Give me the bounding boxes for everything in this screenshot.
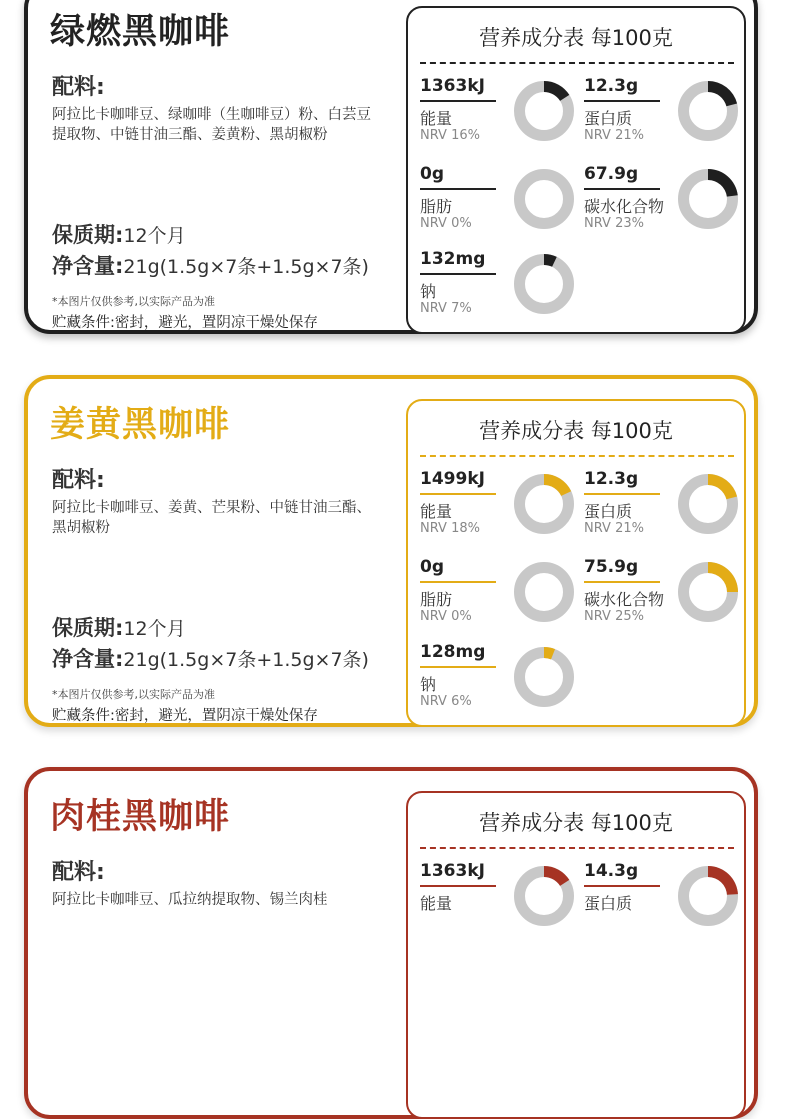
nutrient-value: 1363kJ: [420, 861, 485, 881]
nutrient-energy: [420, 861, 580, 941]
nutrient-name: 能量: [420, 502, 453, 521]
ingredients-heading: 配料:: [52, 468, 105, 493]
nutrient-underline: [420, 273, 496, 275]
shelf-life-value: 12个月: [123, 225, 186, 247]
nutrient-nrv: NRV 0%: [420, 609, 472, 624]
nutrient-value: 1499kJ: [420, 469, 485, 489]
nrv-donut-chart: [676, 79, 740, 143]
nutrient-nrv: NRV 25%: [584, 609, 644, 624]
nutrient-underline: [420, 493, 496, 495]
net-content-label: 净含量:: [52, 254, 124, 278]
nutrient-underline: [584, 581, 660, 583]
donut-track: [520, 260, 569, 309]
nutrient-value: 75.9g: [584, 557, 639, 577]
nrv-donut-chart: [676, 560, 740, 624]
storage-conditions: 贮藏条件:密封，避光，置阴凉干燥处保存: [52, 708, 318, 724]
nutrient-underline: [584, 885, 660, 887]
nrv-donut-chart: [512, 167, 576, 231]
net-content: [52, 643, 369, 673]
nutrient-name: 蛋白质: [584, 502, 633, 521]
nutrient-value: 0g: [420, 164, 444, 184]
ingredients-text: 阿拉比卡咖啡豆、姜黄、芒果粉、中链甘油三酯、黑胡椒粉: [52, 500, 371, 536]
product-title: 姜黄黑咖啡: [50, 405, 231, 445]
donut-track: [520, 653, 569, 702]
product-title: 绿燃黑咖啡: [50, 12, 231, 52]
donut-nrv-segment: [708, 474, 737, 499]
nutrition-panel-title: 营养成分表 每100克: [479, 26, 673, 50]
nutrient-name: 能量: [420, 894, 453, 913]
nutrient-carbohydrate: [584, 557, 744, 637]
nutrient-nrv: NRV 18%: [420, 521, 480, 536]
nutrition-panel-title: 营养成分表 每100克: [479, 419, 673, 443]
donut-nrv-segment: [544, 474, 571, 496]
net-content-label: 净含量:: [52, 647, 124, 671]
disclaimer-note: *本图片仅供参考,以实际产品为准: [52, 295, 215, 308]
donut-nrv-segment: [708, 169, 738, 197]
disclaimer-note: *本图片仅供参考,以实际产品为准: [52, 688, 215, 701]
ingredients-heading: 配料:: [52, 860, 105, 885]
dashed-divider: [420, 455, 734, 457]
nutrient-nrv: NRV 16%: [420, 128, 480, 143]
nrv-donut-chart: [676, 167, 740, 231]
nutrient-fat: [420, 164, 580, 244]
nrv-donut-chart: [676, 864, 740, 928]
nutrient-nrv: NRV 23%: [584, 216, 644, 231]
nutrient-value: 1363kJ: [420, 76, 485, 96]
nrv-donut-chart: [512, 252, 576, 316]
nrv-donut-chart: [512, 864, 576, 928]
dashed-divider: [420, 847, 734, 849]
product-title: 肉桂黑咖啡: [50, 797, 231, 837]
donut-nrv-segment: [708, 562, 738, 592]
nutrient-value: 128mg: [420, 642, 486, 662]
nutrient-name: 碳水化合物: [584, 590, 665, 609]
nutrient-name: 钠: [420, 282, 437, 301]
nutrient-underline: [420, 188, 496, 190]
shelf-life-label: 保质期:: [52, 616, 124, 640]
nutrient-nrv: NRV 0%: [420, 216, 472, 231]
nutrient-name: 蛋白质: [584, 894, 633, 913]
net-content: [52, 250, 369, 280]
nutrient-value: 132mg: [420, 249, 486, 269]
nutrient-name: 碳水化合物: [584, 197, 665, 216]
product-card-green: [24, 0, 758, 334]
nutrient-value: 12.3g: [584, 76, 639, 96]
shelf-life: [52, 219, 186, 249]
ingredients-heading: 配料:: [52, 75, 105, 100]
nutrient-nrv: NRV 6%: [420, 694, 472, 709]
nutrient-underline: [584, 100, 660, 102]
nutrient-energy: [420, 76, 580, 156]
nutrient-underline: [420, 885, 496, 887]
donut-nrv-segment: [708, 866, 738, 895]
nrv-donut-chart: [512, 645, 576, 709]
nutrient-name: 蛋白质: [584, 109, 633, 128]
donut-track: [520, 175, 569, 224]
net-content-value: 21g(1.5g×7条+1.5g×7条): [123, 256, 369, 278]
nutrient-sodium: [420, 249, 580, 329]
nutrient-underline: [420, 666, 496, 668]
nutrient-carbohydrate: [584, 164, 744, 244]
nutrient-energy: [420, 469, 580, 549]
donut-nrv-segment: [708, 81, 737, 106]
dashed-divider: [420, 62, 734, 64]
nutrient-nrv: NRV 7%: [420, 301, 472, 316]
nutrition-panel: [406, 6, 746, 334]
nutrient-protein: [584, 76, 744, 156]
nutrient-fat: [420, 557, 580, 637]
nrv-donut-chart: [512, 560, 576, 624]
nutrient-value: 0g: [420, 557, 444, 577]
nutrient-underline: [420, 581, 496, 583]
nutrition-panel: [406, 399, 746, 727]
product-card-turmeric: [24, 375, 758, 727]
nutrient-protein: [584, 861, 744, 941]
nrv-donut-chart: [676, 472, 740, 536]
nutrient-sodium: [420, 642, 580, 722]
product-card-cinnamon: [24, 767, 758, 1119]
nutrient-name: 脂肪: [420, 197, 453, 216]
shelf-life-label: 保质期:: [52, 223, 124, 247]
ingredients-text: 阿拉比卡咖啡豆、绿咖啡（生咖啡豆）粉、白芸豆提取物、中链甘油三酯、姜黄粉、黑胡椒粉: [52, 107, 371, 143]
nutrient-name: 钠: [420, 675, 437, 694]
ingredients-text: 阿拉比卡咖啡豆、瓜拉纳提取物、锡兰肉桂: [52, 892, 328, 908]
nutrient-underline: [584, 493, 660, 495]
nutrient-name: 脂肪: [420, 590, 453, 609]
nutrition-panel: [406, 791, 746, 1119]
nutrient-value: 14.3g: [584, 861, 639, 881]
nutrient-protein: [584, 469, 744, 549]
net-content-value: 21g(1.5g×7条+1.5g×7条): [123, 649, 369, 671]
nrv-donut-chart: [512, 472, 576, 536]
storage-conditions: 贮藏条件:密封，避光，置阴凉干燥处保存: [52, 315, 318, 331]
shelf-life-value: 12个月: [123, 618, 186, 640]
nutrition-panel-title: 营养成分表 每100克: [479, 811, 673, 835]
nutrient-name: 能量: [420, 109, 453, 128]
nutrient-nrv: NRV 21%: [584, 128, 644, 143]
shelf-life: [52, 612, 186, 642]
donut-track: [520, 568, 569, 617]
nrv-donut-chart: [512, 79, 576, 143]
nutrient-underline: [584, 188, 660, 190]
nutrient-nrv: NRV 21%: [584, 521, 644, 536]
nutrient-value: 67.9g: [584, 164, 639, 184]
nutrient-underline: [420, 100, 496, 102]
nutrient-value: 12.3g: [584, 469, 639, 489]
